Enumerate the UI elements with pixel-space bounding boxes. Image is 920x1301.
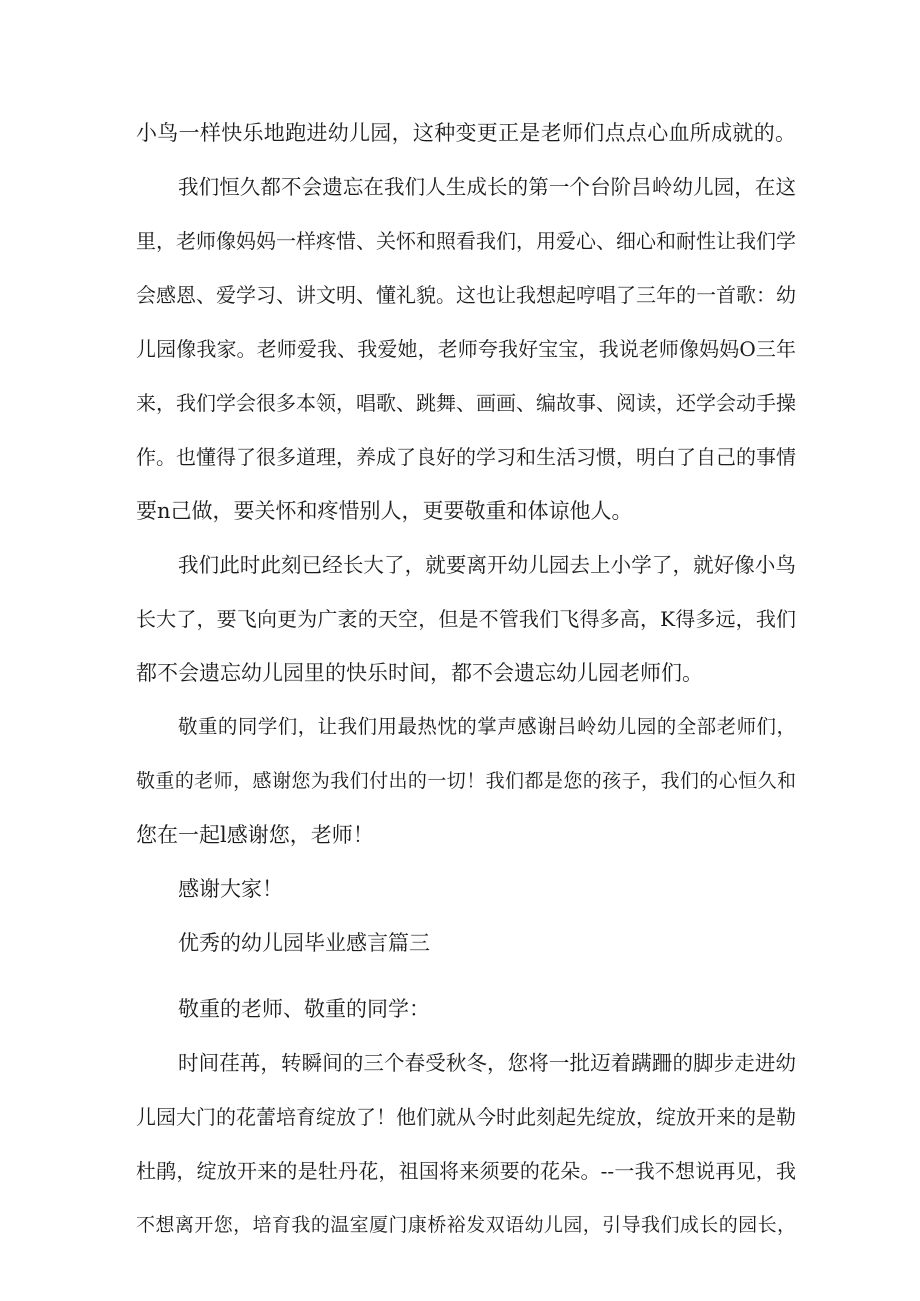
text-line: 都不会遗忘幼儿园里的快乐时间，都不会遗忘幼儿园老师们。: [136, 661, 703, 685]
text-line: 敬重的同学们，让我们用最热忱的掌声感谢吕岭幼儿园的全部老师们，: [178, 715, 796, 738]
text-line: 我们恒久都不会遗忘在我们人生成长的第一个台阶吕岭幼儿园，在这: [178, 175, 796, 199]
text-line: 作。也懂得了很多道理，养成了良好的学习和生活习惯，明白了自己的事情: [136, 445, 796, 469]
text-line: 敬重的老师、敬重的同学：: [178, 997, 430, 1021]
text-line: 敬重的老师，感谢您为我们付出的一切！我们都是您的孩子，我们的心恒久和: [136, 770, 796, 792]
text-line: 我们此时此刻已经长大了，就要离开幼儿园去上小学了，就好像小鸟: [178, 553, 796, 577]
text-line: 儿园像我家。老师爱我、我爱她，老师夸我好宝宝，我说老师像妈妈O三年: [136, 337, 796, 361]
text-line: 要n己做，要关怀和疼惜别人，更要敬重和体谅他人。: [136, 499, 633, 523]
text-line: 感谢大家！: [178, 877, 283, 901]
text-line: 时间荏苒，转瞬间的三个春受秋冬，您将一批迈着蹒跚的脚步走进幼: [178, 1051, 796, 1075]
text-line: 长大了，要飞向更为广袤的天空，但是不管我们飞得多高，K得多远，我们: [136, 607, 796, 631]
text-line: 小鸟一样快乐地跑进幼儿园，这种变更正是老师们点点心血所成就的。: [136, 121, 796, 145]
text-line: 您在一起l感谢您，老师！: [136, 823, 374, 847]
text-line: 会感恩、爱学习、讲文明、懂礼貌。这也让我想起哼唱了三年的一首歌：幼: [136, 283, 796, 307]
text-line: 儿园大门的花蕾培育绽放了！他们就从今时此刻起先绽放，绽放开来的是勒: [136, 1105, 796, 1129]
text-line: 里，老师像妈妈一样疼惜、关怀和照看我们，用爱心、细心和耐性让我们学: [136, 229, 796, 253]
section-heading: 优秀的幼儿园毕业感言篇三: [178, 931, 430, 955]
text-line: 来，我们学会很多本领，唱歌、跳舞、画画、编故事、阅读，还学会动手操: [136, 391, 796, 415]
text-line: 杜鹃，绽放开来的是牡丹花，祖国将来须要的花朵。--一我不想说再见，我: [136, 1159, 796, 1183]
text-line: 不想离开您，培育我的温室厦门康桥裕发双语幼儿园，引导我们成长的园长，: [136, 1214, 796, 1236]
